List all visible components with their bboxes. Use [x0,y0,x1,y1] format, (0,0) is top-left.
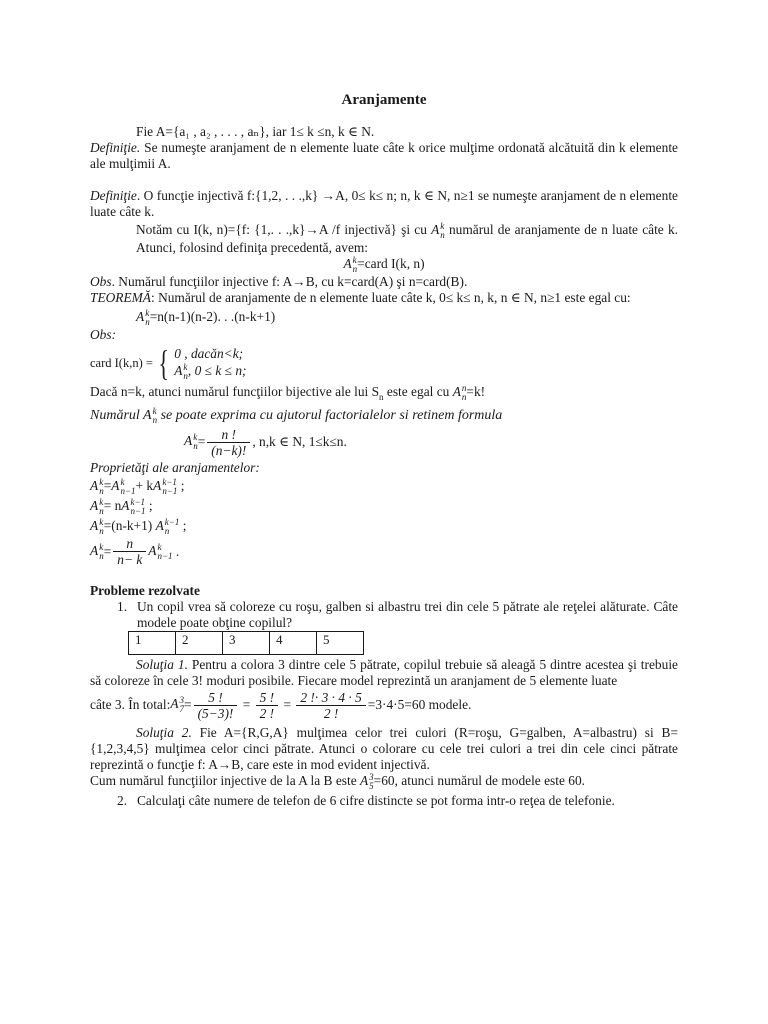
definition-2-text: . O funcţie injectivă f:{1,2, . . .,k} →A, 0≤ k≤ n; n, k ∈ N, n≥1 se numeşte aranjament de n elemente luate câte k. [90,188,678,219]
solution-2-label: Soluţia 2. [136,724,192,740]
equation-card-text: =card I(k, n) [357,256,425,272]
notation-text-b: numărul de aranjamente de n luate câte k. Atunci, folosind definiţa precedentă, avem: [136,222,678,255]
bijective-text-b: este egal cu [383,384,453,400]
grid-cell: 2 [176,631,223,654]
observation-1-label: Obs [90,274,112,289]
solution-1-total-text-a: câte 3. În total: [90,697,171,713]
definition-2-label: Definiţie [90,188,137,203]
factorial-text-a: Numărul [90,407,144,423]
theorem [90,290,678,306]
solution-1-text: Pentru a colora 3 dintre cele 5 pătrate, copilul trebuie să aleagă 5 dintre acestea şi trebuie să coloreze în cele 3! moduri posibile. Fiecare model reprezintă un aranjament de 5 elemente luate [90,656,678,688]
fraction-denominator: 2 ! [323,705,339,721]
factorial-tail: , n,k ∈ N, 1≤k≤n. [252,434,347,450]
definition-1-label: Definiţie. [90,140,141,155]
solution-1-fraction-1 [194,690,238,721]
observation-1-text: . Numărul funcţiilor injective f: A→B, cu k=card(A) şi n=card(B). [111,274,468,289]
observation-2-colon: : [111,327,117,342]
definition-2 [90,188,678,220]
theorem-text: : Numărul de aranjamente de n elemente luate câte k, 0≤ k≤ n, k, n ∈ N, n≥1 este egal cu: [151,290,631,305]
card-label: card I(k,n) = [90,356,153,370]
symbol-A-n-k: A k n [343,255,358,274]
factorial-fraction [207,427,250,458]
bijective-text-a: Dacă n=k, atunci numărul funcţiilor bijective ale lui S [90,384,380,400]
property-2: A k n = nA k−1 n−1 ; [90,496,153,516]
fraction-numerator: 2 !· 3 · 4 · 5 [296,690,365,706]
solution-1-total-text-b: =3·4·5=60 modele. [367,697,472,713]
notation-paragraph [90,222,678,256]
solution-1-total: câte 3. În total: A 3 7 = $\frac{5 !}{(5-3)!}$ = $\frac{5 !}{2 !}$ = $\frac{2 !\cdot 3 \cdot 4 \cdot 5}{2 !}$ =3·4·5=60 modele. [90,689,472,721]
symbol-A-n-k: A k n [136,308,150,327]
problem-2-number: 2. [117,792,128,808]
problem-1-number: 1. [117,598,128,614]
fraction-numerator: 5 ! [256,690,279,706]
fraction-numerator: n ! [207,427,250,443]
factorial-formula: A k n = $\frac{n !}{(n-k)!}$ , n,k ∈ N, 1≤k≤n. [184,426,347,458]
problem-1 [90,599,678,631]
symbol-A-n-k: A k n [143,405,158,425]
conclusion: Cum numărul funcţiilor injective de la A la B este A 3 5 =60, atunci numărul de modele este 60. [90,771,585,791]
factorial-text-b: se poate exprima cu ajutorul factorialelor si retinem formula [157,407,503,423]
bijective-sub: n [379,391,384,402]
piecewise-cases [174,345,246,381]
theorem-label: TEOREMĂ [90,290,151,305]
solution-1-fraction-3 [296,690,365,721]
problem-1-text: Un copil vrea să coloreze cu roşu, galben si albastru trei din cele 5 pătrate ale reţelei alăturate. Câte modele poate obţine copilul? [137,598,678,630]
document-page [90,92,678,809]
fraction-numerator: 5 ! [194,690,238,706]
equation-product-text: =n(n-1)(n-2). . .(n-k+1) [149,309,276,325]
definition-1-text: Se numeşte aranjament de n elemente luate câte k orice mulţime ordonată alcătuită din k elemente ale mulţimii A. [90,140,678,171]
symbol-A-n-k: A k n [431,221,445,240]
grid-cell: 3 [223,631,270,654]
observation-1 [90,274,678,290]
case-2-text: , 0 ≤ k ≤ n; [187,363,247,379]
solution-1-label: Soluţia 1. [136,656,188,672]
solution-2-text: Fie A={R,G,A} mulţimea celor trei culori (R=roşu, G=galben, A=albastru) si B={1,2,3,4,5} mulţimea celor cinci pătrate. Atunci o colorare cu cele trei culori a trei din cele cinci pătrate reprezintă o funcţie f: A→B, care este in mod evident injectivă. [90,724,678,772]
equation-product [90,309,678,327]
problem-2-text: Calculaţi câte numere de telefon de 6 cifre distincte se pot forma intr-o reţea de telefonie. [137,792,615,808]
solution-1 [90,657,678,689]
problem-2 [90,793,678,809]
grid-cell: 5 [317,631,364,654]
grid-cell: 4 [270,631,317,654]
definition-1 [90,140,678,172]
intro-fie: Fie A={a₁ , a₂ , . . . , aₙ}, iar 1≤ k ≤n, k ∈ N. [136,124,375,139]
observation-2 [90,327,678,343]
property-1: A k n =A k n−1 + kA k−1 n−1 ; [90,476,185,496]
squares-grid [128,631,364,655]
fraction-denominator: (n−k)! [211,442,247,458]
conclusion-text-a: Cum numărul funcţiilor injective de la A la B este [90,772,360,788]
case-2: A k n , 0 ≤ k ≤ n; [174,361,247,381]
property-3: A k n =(n-k+1) A k−1 n ; [90,516,187,536]
solution-2 [90,725,678,773]
grid-cell: 1 [129,631,176,654]
fraction-denominator: 2 ! [259,705,275,721]
fraction-denominator: (5−3)! [197,705,234,721]
symbol-A-n-k: A k n [184,432,198,452]
property-4: A k n = $\frac{n}{n- k}$ A k n−1 . [90,535,180,567]
symbol-A-n-n: A n n [452,383,467,402]
brace-symbol: { [158,343,169,383]
properties-list [90,476,678,567]
equation-card [90,256,678,274]
bijective-note [90,384,678,405]
factorial-note [90,407,678,425]
properties-label: Proprietăţi ale aranjamentelor: [90,459,260,475]
observation-2-label: Obs [90,327,112,342]
page-title: Aranjamente [341,92,427,108]
case-1: 0 , dacăn<k; [174,346,244,362]
problems-heading: Probleme rezolvate [90,582,200,598]
solution-1-fraction-2 [256,690,279,721]
card-piecewise [90,345,678,381]
notation-text-a: Notăm cu I(k, n)={f: {1,. . .,k}→A /f injectivă} şi cu [136,222,432,238]
conclusion-text-b: =60, atunci numărul de modele este 60. [373,772,585,788]
bijective-text-c: =k! [466,384,486,400]
